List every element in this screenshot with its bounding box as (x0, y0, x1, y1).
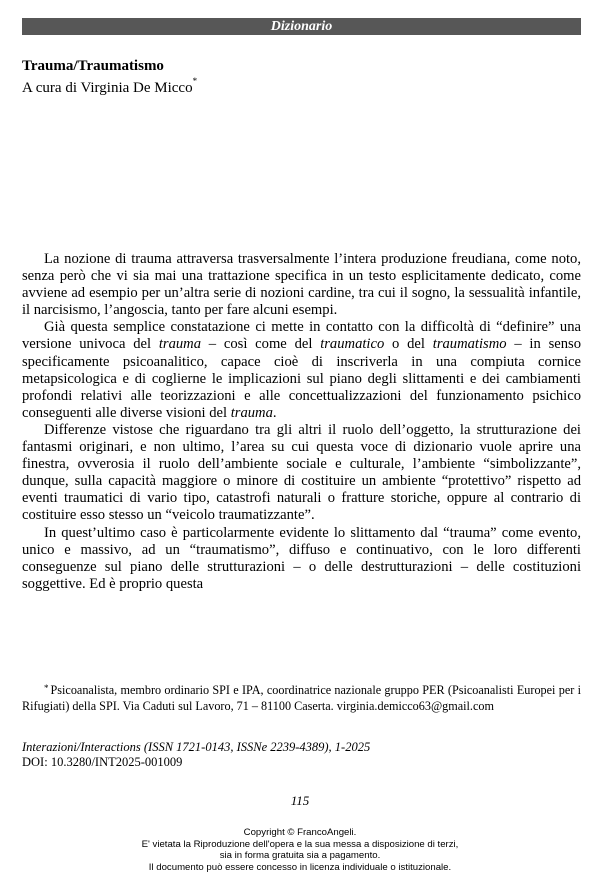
p2-italic-traumatismo: traumatismo (432, 336, 507, 353)
copyright-line-3: sia in forma gratuita sia a pagamento. (219, 850, 381, 862)
p2-italic-trauma-2: trauma (230, 404, 273, 421)
section-title: Dizionario (270, 19, 333, 34)
article-body (22, 251, 581, 593)
footnote-text: Psicoanalista, membro ordinario SPI e IPA, coordinatrice nazionale gruppo PER (Psicoanalisti Europei per i Rifugiati) della SPI. Via Caduti sul Lavoro, 71 – 81100 Caserta. virginia.demicco63@gmail.com (22, 683, 581, 713)
body-paragraph-4: In quest’ultimo caso è particolarmente evidente lo slittamento dal “trauma” come evento, unico e massivo, ad un “traumatismo”, diffuso e continuativo, con le loro differenti conseguenze sul piano delle strutturazioni – o delle destrutturazioni – delle costituzioni soggettive. Ed è proprio questa (22, 524, 581, 592)
p2-text-c: – così come del (201, 336, 321, 353)
copyright-line-4: Il documento può essere concesso in licenza individuale o istituzionale. (148, 862, 452, 874)
copyright-line-1: Copyright © FrancoAngeli. (243, 827, 357, 838)
journal-info (22, 740, 581, 770)
article-title: Trauma/Traumatismo (22, 58, 164, 74)
body-paragraph-1: La nozione di trauma attraversa trasversalmente l’intera produzione freudiana, come noto, senza però che vi sia mai una trattazione specifica in un testo esplicitamente dedicato, come avviene ad esempio per un’altra serie di nozioni cardine, tra cui il sogno, la sessualità infantile, il narcisismo, l’angoscia, tanto per fare alcuni esempi. (22, 251, 581, 319)
p2-text-a: Già questa semplice constatazione ci mette in contatto con la difficoltà di “definire” una versione univoca del (22, 319, 581, 353)
journal-citation: Interazioni/Interactions (ISSN 1721-0143, ISSNe 2239-4389), 1-2025 (22, 740, 371, 754)
footnote-paragraph (22, 683, 581, 714)
page-number: 115 (290, 793, 310, 808)
journal-doi: DOI: 10.3280/INT2025-001009 (22, 755, 183, 769)
body-paragraph-3: Differenze vistose che riguardano tra gli altri il ruolo dell’oggetto, la strutturazione dei fantasmi originari, e non ultimo, l’area su cui questa voce di dizionario vuole aprire una finestra, ovverosia il ruolo dell’ambiente sociale e culturale, l’ambiente “simbolizzante”, dunque, sulla capacità maggiore o minore di costituire un ambiente “protettivo” rispetto ad eventi traumatici di vario tipo, catastrofi naturali o fratture storiche, oppure al contrario di costituire esso stesso un “veicolo traumatizzante”. (22, 421, 581, 524)
copyright-notice (0, 827, 600, 874)
body-paragraph-2 (22, 319, 581, 422)
p2-italic-traumatico: traumatico (320, 336, 385, 353)
article-header (22, 58, 582, 97)
footnote (22, 683, 581, 714)
p2-text-g: – in senso specificamente psicoanalitico, capace cioè di inscriverla in una compiuta cornice metapsicologica e di coglierne le implicazioni sul piano degli slittamenti e dei cambiamenti profondi relativi alle teorizzazioni e alle concettualizzazioni del funzionamento psichico conseguenti alle diverse visioni del (22, 336, 582, 421)
article-author: A cura di Virginia De Micco (22, 80, 193, 96)
copyright-line-2: E' vietata la Riproduzione dell'opera e la sua messa a disposizione di terzi, (141, 838, 459, 850)
p2-text-i: . (272, 404, 277, 421)
author-footnote-mark: * (192, 76, 198, 86)
p2-text-e: o del (384, 336, 433, 353)
section-header-bar (22, 18, 581, 35)
p2-italic-trauma: trauma (158, 336, 202, 353)
footnote-mark: * (44, 683, 49, 693)
article-author-line (22, 75, 582, 97)
